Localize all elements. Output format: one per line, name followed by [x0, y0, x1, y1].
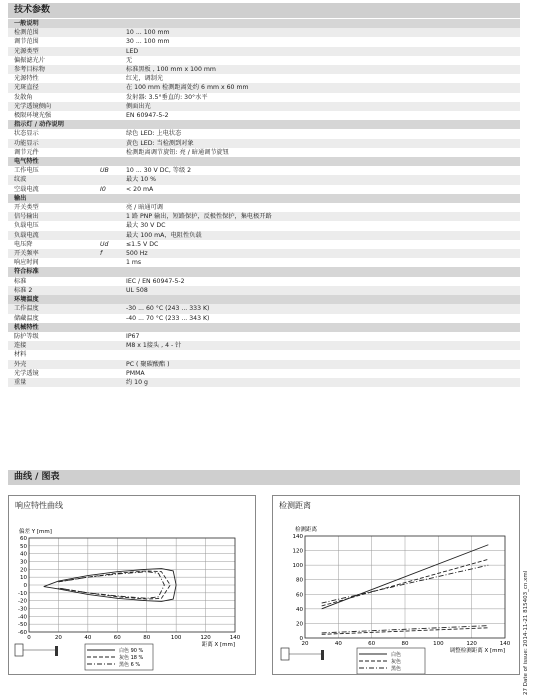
spec-row: [8, 369, 520, 378]
spec-value: 最大 30 V DC: [126, 222, 166, 230]
spec-row: [8, 185, 520, 194]
spec-value: [120, 120, 520, 129]
spec-symbol: [94, 378, 120, 387]
spec-label: 状态显示: [14, 130, 39, 138]
spec-value: 标准黑板 , 100 mm x 100 mm: [120, 65, 520, 74]
spec-label: 重量: [8, 378, 94, 387]
legend-label: 灰色: [391, 659, 402, 665]
spec-value: 30 ... 100 mm: [126, 38, 170, 46]
spec-value: LED: [120, 47, 520, 56]
spec-row: [8, 332, 520, 341]
spec-label: 调节元件: [14, 148, 39, 156]
spec-value: M8 x 1接头 , 4 - 针: [120, 341, 520, 350]
spec-row: [8, 83, 520, 92]
spec-symbol: [94, 28, 120, 37]
spec-symbol: [94, 277, 120, 286]
spec-row: [8, 221, 520, 230]
spec-symbol: [94, 102, 120, 111]
sensor-sketch: [281, 648, 289, 660]
spec-label: 工作温度: [8, 304, 94, 313]
y-tick-label: 0: [299, 636, 303, 642]
y-tick-label: 0: [23, 583, 27, 589]
spec-label: 储藏温度: [14, 314, 39, 322]
spec-symbol: [94, 203, 120, 212]
sensor-sketch: [15, 644, 23, 656]
spec-symbol: [94, 83, 120, 92]
spec-value: EN 60947-5-2: [126, 112, 169, 120]
y-tick-label: 80: [296, 577, 303, 584]
y-tick-label: 20: [20, 567, 27, 574]
issue-date-sidebar: [519, 570, 531, 695]
legend-label: 白色: [391, 652, 402, 658]
spec-symbol: [94, 304, 120, 313]
spec-symbol: f: [94, 249, 120, 258]
x-axis-label: 调整检测距离 X [mm]: [449, 648, 505, 654]
spec-value: IP67: [126, 332, 140, 340]
spec-row: [8, 258, 520, 267]
spec-subheader-row: [8, 194, 520, 203]
spec-symbol: [94, 129, 120, 138]
spec-value: 黄色 LED: 当检测到对象: [120, 139, 520, 148]
spec-value: 1 ms: [126, 259, 142, 267]
response-chart: [9, 496, 255, 674]
spec-value: 侧面出光: [120, 102, 520, 111]
spec-symbol: [94, 360, 120, 369]
spec-value: 约 10 g: [120, 378, 520, 387]
curves-title: 曲线 / 图表: [14, 472, 60, 482]
y-tick-label: 40: [296, 606, 303, 613]
spec-value: 1 路 PNP 输出，短路保护，反极性保护，集电极开路: [120, 212, 520, 221]
spec-value: PMMA: [126, 369, 145, 377]
spec-symbol: [94, 157, 120, 166]
spec-value: PC ( 聚碳酸酯 ): [120, 360, 520, 369]
spec-label: 防护等级: [14, 332, 39, 340]
legend-label: 黑色 6 %: [119, 662, 141, 668]
x-tick-label: 120: [466, 641, 477, 647]
spec-label: 功能显示: [8, 139, 94, 148]
spec-row: [8, 212, 520, 221]
spec-row: [8, 378, 520, 387]
spec-symbol: [94, 323, 120, 332]
y-tick-label: -30: [18, 606, 27, 613]
spec-row: [8, 166, 520, 175]
spec-label: 环境温度: [8, 295, 94, 304]
spec-symbol: [94, 341, 120, 350]
spec-value: 10 ... 100 mm: [120, 28, 520, 37]
legend-label: 白色 90 %: [119, 648, 144, 654]
legend-label: 黑色: [391, 666, 402, 672]
spec-symbol: [94, 286, 120, 295]
spec-table-body: [8, 19, 520, 387]
spec-value: 发射器: 3.5°垂直的: 30°水平: [126, 93, 208, 101]
spec-value: [120, 350, 520, 359]
spec-row: [8, 56, 520, 65]
spec-value: [120, 19, 520, 28]
y-tick-label: -60: [18, 630, 27, 636]
spec-subheader-row: [8, 267, 520, 276]
y-tick-label: -50: [18, 622, 27, 629]
spec-value: [120, 157, 520, 166]
spec-label: 极限环境光强: [14, 112, 52, 120]
x-tick-label: 140: [229, 635, 241, 641]
spec-symbol: [94, 258, 120, 267]
spec-value: 在 100 mm 检测距离处约 6 mm x 60 mm: [120, 83, 520, 92]
spec-label: 指示灯 / 动作说明: [8, 120, 94, 129]
x-tick-label: 60: [113, 635, 121, 641]
spec-row: [8, 231, 520, 240]
spec-row: [8, 203, 520, 212]
x-tick-label: 40: [84, 635, 92, 641]
spec-label: 偏振滤光片: [14, 56, 45, 64]
spec-label: 负载电流: [8, 231, 94, 240]
spec-subheader-row: [8, 157, 520, 166]
legend-label: 灰色 18 %: [119, 655, 144, 661]
spec-row: [8, 148, 520, 157]
target-sketch: [55, 646, 58, 656]
y-tick-label: 20: [296, 621, 303, 628]
tech-params-title: 技术参数: [14, 5, 51, 15]
y-tick-label: -20: [18, 598, 27, 605]
detection-chart-title: 检测距离: [279, 501, 311, 510]
spec-label: 纹波: [8, 175, 94, 184]
target-sketch: [321, 650, 324, 660]
y-axis-label: 检测距离: [295, 527, 318, 533]
spec-row: [8, 111, 520, 120]
spec-symbol: [94, 295, 120, 304]
spec-symbol: UB: [100, 167, 109, 175]
detection-chart-panel: [272, 495, 520, 675]
y-tick-label: 40: [20, 551, 27, 558]
x-tick-label: 140: [499, 641, 511, 647]
spec-row: [8, 286, 520, 295]
y-tick-label: 60: [20, 536, 27, 542]
spec-symbol: [94, 111, 120, 120]
spec-label: 一般说明: [8, 19, 94, 28]
spec-symbol: [94, 37, 120, 46]
spec-value: 绿色 LED: 上电状态: [126, 130, 182, 138]
spec-label: 光源特性: [14, 75, 39, 83]
response-chart-title: 响应特性曲线: [15, 501, 63, 510]
spec-label: 信号输出: [8, 212, 94, 221]
x-tick-label: 20: [54, 635, 62, 641]
spec-table: [8, 19, 520, 387]
spec-value: -40 ... 70 °C (233 ... 343 K): [126, 314, 210, 322]
spec-label: 开关频率: [8, 249, 94, 258]
spec-value: UL 508: [120, 286, 520, 295]
spec-value: [120, 323, 520, 332]
spec-symbol: [94, 139, 120, 148]
spec-value: [120, 194, 520, 203]
spec-label: 标准: [14, 277, 27, 285]
spec-value: < 20 mA: [126, 185, 154, 193]
spec-symbol: [94, 175, 120, 184]
x-tick-label: 120: [200, 635, 211, 641]
spec-symbol: [94, 19, 120, 28]
spec-symbol: [94, 56, 120, 65]
spec-label: 材料: [14, 351, 27, 359]
y-tick-label: 100: [292, 563, 303, 570]
spec-value: 最大 10 %: [120, 175, 520, 184]
spec-row: [8, 240, 520, 249]
spec-value: 500 Hz: [120, 249, 520, 258]
y-tick-label: 120: [292, 548, 303, 555]
spec-symbol: [94, 148, 120, 157]
spec-label: 电气特性: [8, 157, 94, 166]
spec-label: 发散角: [14, 93, 33, 101]
x-tick-label: 100: [433, 641, 444, 647]
issue-date-text: 27 Date of issue: 2014-11-21 815403_cn.xml: [523, 570, 529, 695]
y-tick-label: 140: [292, 534, 303, 540]
y-tick-label: -10: [18, 590, 27, 597]
spec-label: 负载电压: [14, 222, 39, 230]
spec-label: 空载电流: [14, 185, 39, 193]
spec-subheader-row: [8, 19, 520, 28]
spec-row: [8, 341, 520, 350]
x-tick-label: 40: [334, 641, 342, 647]
curves-header: [8, 470, 520, 485]
spec-symbol: [94, 212, 120, 221]
spec-subheader-row: [8, 295, 520, 304]
spec-row: [8, 139, 520, 148]
spec-row: [8, 350, 520, 359]
y-tick-label: 60: [296, 592, 303, 599]
spec-value: [120, 295, 520, 304]
spec-value: IEC / EN 60947-5-2: [126, 277, 185, 285]
spec-row: [8, 28, 520, 37]
spec-symbol: [94, 231, 120, 240]
spec-symbol: I0: [100, 185, 106, 193]
spec-row: [8, 74, 520, 83]
spec-label: 光源类型: [8, 47, 94, 56]
spec-label: 电压降: [14, 240, 33, 248]
spec-label: 符合标准: [8, 267, 94, 276]
spec-value: 10 ... 30 V DC, 等级 2: [126, 167, 192, 175]
spec-label: 开关类型: [14, 204, 39, 212]
spec-symbol: [94, 74, 120, 83]
spec-row: [8, 102, 520, 111]
spec-row: [8, 175, 520, 184]
response-chart-panel: [8, 495, 256, 675]
x-tick-label: 80: [401, 641, 409, 647]
spec-symbol: [94, 120, 120, 129]
detection-chart: [273, 496, 519, 674]
spec-subheader-row: [8, 120, 520, 129]
spec-value: ≤1.5 V DC: [126, 240, 159, 248]
spec-symbol: [94, 47, 120, 56]
spec-label: 检测范围: [8, 28, 94, 37]
spec-label: 光学透镜侧向: [8, 102, 94, 111]
tech-params-header: [8, 3, 520, 18]
x-tick-label: 80: [143, 635, 151, 641]
spec-symbol: Ud: [100, 240, 109, 248]
spec-label: 工作电压: [14, 167, 39, 175]
spec-symbol: [94, 350, 120, 359]
spec-label: 响应时间: [14, 259, 39, 267]
y-tick-label: 50: [20, 543, 27, 550]
spec-row: [8, 65, 520, 74]
spec-symbol: [94, 221, 120, 230]
spec-symbol: [94, 369, 120, 378]
spec-value: 红光，调制光: [126, 75, 164, 83]
spec-value: 检测距离调节旋钮: 亮 / 暗通调节旋钮: [126, 148, 229, 156]
spec-row: [8, 249, 520, 258]
spec-value: 最大 100 mA，电阻性负载: [120, 231, 520, 240]
spec-row: [8, 277, 520, 286]
spec-symbol: [94, 314, 120, 323]
y-axis-label: 偏差 Y [mm]: [19, 529, 52, 535]
y-tick-label: -40: [18, 614, 27, 621]
spec-label: 标准 2: [8, 286, 94, 295]
spec-label: 输出: [8, 194, 94, 203]
spec-row: [8, 129, 520, 138]
spec-row: [8, 37, 520, 46]
spec-label: 光学透镜: [14, 369, 39, 377]
spec-row: [8, 314, 520, 323]
spec-value: -30 ... 60 °C (243 ... 333 K): [120, 304, 520, 313]
spec-label: 机械特性: [8, 323, 94, 332]
y-tick-label: 10: [20, 575, 27, 582]
spec-row: [8, 360, 520, 369]
spec-row: [8, 47, 520, 56]
spec-symbol: [94, 93, 120, 102]
spec-label: 连接: [8, 341, 94, 350]
spec-label: 参考目标物: [8, 65, 94, 74]
spec-value: [120, 267, 520, 276]
x-tick-label: 60: [368, 641, 376, 647]
x-axis-label: 距离 X [mm]: [201, 642, 235, 648]
x-tick-label: 100: [170, 635, 182, 641]
spec-symbol: [94, 65, 120, 74]
x-tick-label: 0: [27, 635, 31, 641]
spec-label: 光斑直径: [8, 83, 94, 92]
spec-label: 外壳: [8, 360, 94, 369]
x-tick-label: 20: [301, 641, 309, 647]
spec-label: 调节范围: [14, 38, 39, 46]
spec-symbol: [94, 332, 120, 341]
spec-row: [8, 93, 520, 102]
spec-row: [8, 304, 520, 313]
spec-subheader-row: [8, 323, 520, 332]
spec-value: 无: [126, 56, 133, 64]
y-tick-label: 30: [20, 559, 27, 566]
spec-value: 亮 / 暗通可调: [126, 204, 163, 212]
spec-symbol: [94, 267, 120, 276]
spec-symbol: [94, 194, 120, 203]
